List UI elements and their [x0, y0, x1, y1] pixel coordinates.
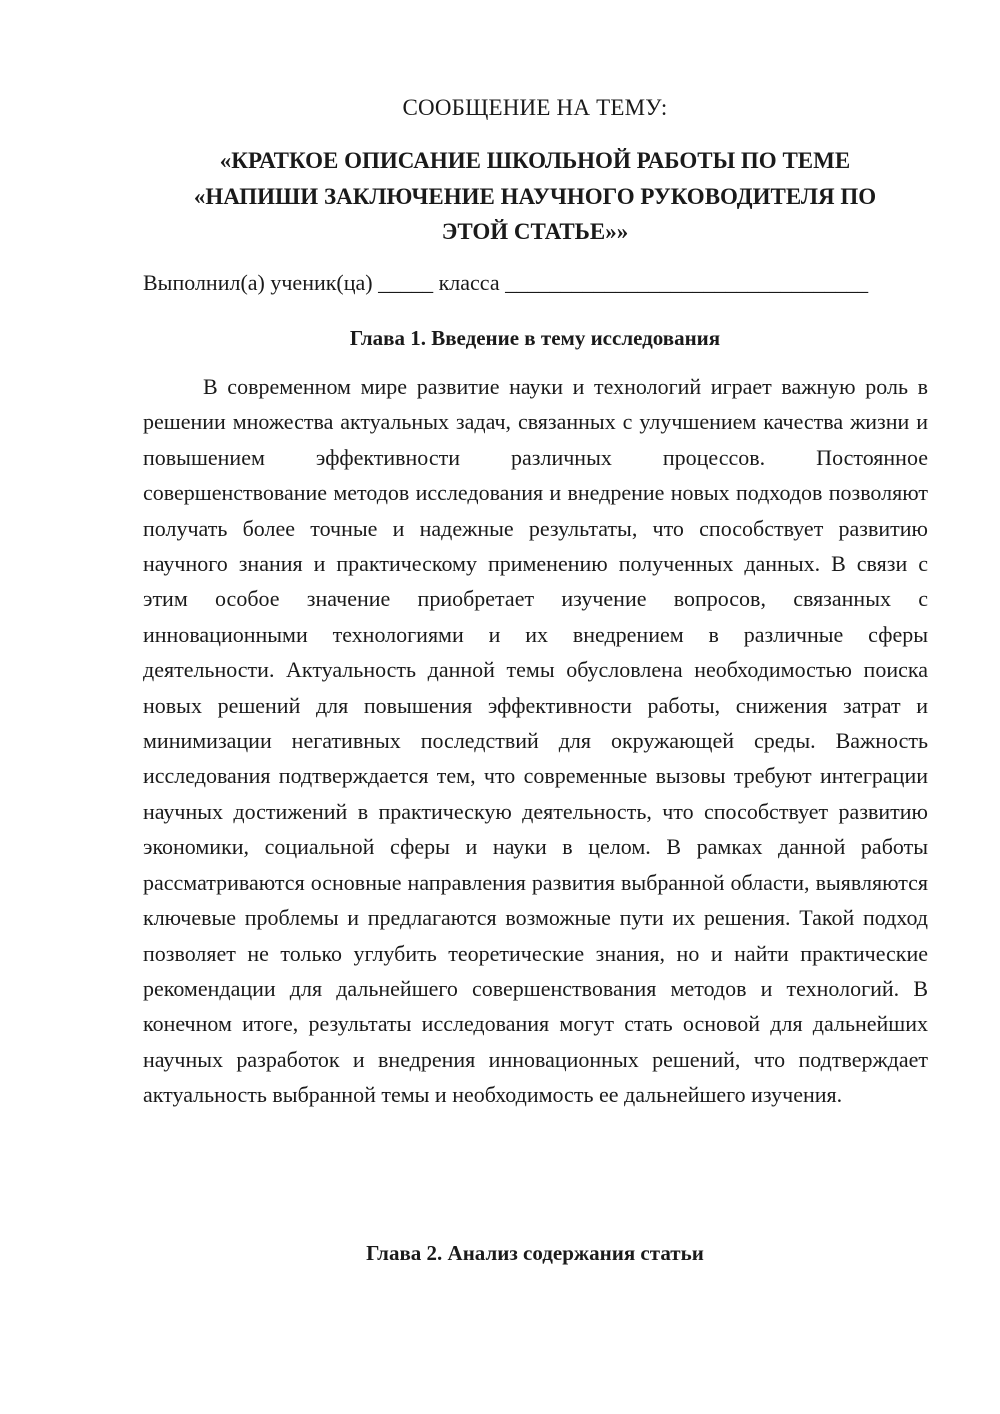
document-title-line: «КРАТКОЕ ОПИСАНИЕ ШКОЛЬНОЙ РАБОТЫ ПО ТЕМЕ [219, 148, 851, 173]
document-label: СООБЩЕНИЕ НА ТЕМУ: [402, 95, 668, 120]
document-title [0, 143, 1000, 250]
document-title-line: «НАПИШИ ЗАКЛЮЧЕНИЕ НАУЧНОГО РУКОВОДИТЕЛЯ ПО [193, 183, 877, 209]
chapter-1-paragraph: В современном мире развитие науки и технологий играет важную роль в решении множества актуальных задач, связанных с улучшением качества жизни и повышением эффективности различных процессов. Постоянное совершенствование методов исследования и внедрение новых подходов позволяют получать более точные и надежные результаты, что способствует развитию научного знания и практическому применению полученных данных. В связи с этим особое значение приобретает изучение вопросов, связанных с инновационными технологиями и их внедрением в различные сферы деятельности. Актуальность данной темы обусловлена необходимостью поиска новых решений для повышения эффективности работы, снижения затрат и минимизации негативных последствий для окружающей среды. Важность исследования подтверждается тем, что современные вызовы требуют интеграции научных достижений в практическую деятельность, что способствует развитию экономики, социальной сферы и науки в целом. В рамках данной работы рассматриваются основные направления развития выбранной области, выявляются ключевые проблемы и предлагаются возможные пути их решения. Такой подход позволяет не только углубить теоретические знания, но и найти практические рекомендации для дальнейшего совершенствования методов и технологий. В конечном итоге, результаты исследования могут стать основой для дальнейших научных разработок и внедрения инновационных решений, что подтверждает актуальность выбранной темы и необходимость ее дальнейшего изучения. [143, 374, 928, 1108]
document-title-line: ЭТОЙ СТАТЬЕ»» [441, 219, 629, 244]
author-line: Выполнил(а) ученик(ца) _____ класса _________________________________ [143, 270, 869, 295]
chapter-1-heading: Глава 1. Введение в тему исследования [349, 326, 721, 350]
chapter-2-heading: Глава 2. Анализ содержания статьи [366, 1241, 704, 1265]
